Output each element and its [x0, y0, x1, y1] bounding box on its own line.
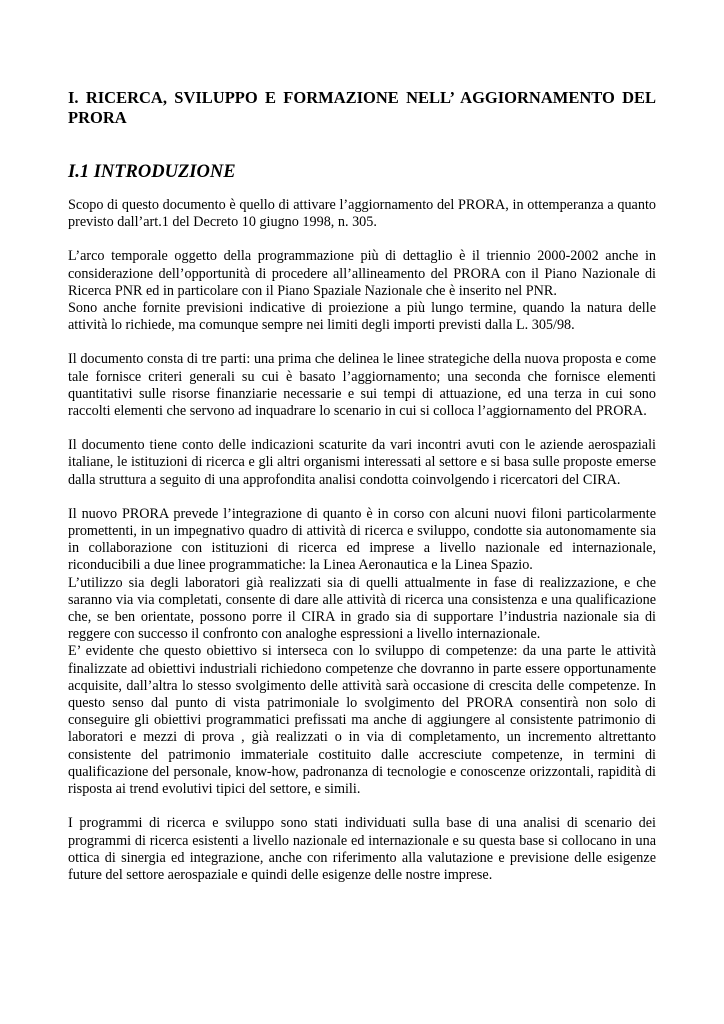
paragraph-laboratori: L’utilizzo sia degli laboratori già realizzati sia di quelli attualmente in fase di realizzazione, e che saranno via via completati, consente di dare alle attività di ricerca una consistenza e una qualificazione che, se ben orientate, possono porre il CIRA in grado sia di supportare l’industria nazionale sia di reggere con successo il confronto con analoghe espressioni a livello internazionale.: [68, 574, 656, 643]
chapter-title: I. RICERCA, SVILUPPO E FORMAZIONE NELL’ AGGIORNAMENTO DEL PRORA: [68, 88, 656, 127]
paragraph-programmi: I programmi di ricerca e sviluppo sono stati individuati sulla base di una analisi di scenario dei programmi di ricerca esistenti a livello nazionale ed internazionale e su questa base si collocano in una ottica di sinergia ed integrazione, anche con riferimento alla valutazione e previsione delle esigenze future del settore aerospaziale e quindi delle esigenze delle nostre imprese.: [68, 815, 656, 883]
section-title: I.1 INTRODUZIONE: [68, 162, 236, 182]
paragraph-nuovo-prora: Il nuovo PRORA prevede l’integrazione di quanto è in corso con alcuni nuovi filoni particolarmente promettenti, in un impegnativo quadro di attività di ricerca e sviluppo, condotte sia autonomamente sia in collaborazione con istituzioni di ricerca ed imprese a livello nazionale ed internazionale, riconducibili a due linee programmatiche: la Linea Aeronautica e la Linea Spazio.: [68, 505, 656, 574]
paragraph-indicazioni: Il documento tiene conto delle indicazioni scaturite da vari incontri avuti con le aziende aerospaziali italiane, le istituzioni di ricerca e gli altri organismi interessati al settore e si basa sulle proposte emerse dalla struttura a seguito di una approfondita analisi condotta coinvolgendo i ricercatori del CIRA.: [68, 437, 656, 488]
paragraph-arco-temporale: L’arco temporale oggetto della programmazione più di dettaglio è il triennio 2000-2002 anche in considerazione dell’opportunità di procedere all’allineamento del PRORA con il Piano Nazionale di Ricerca PNR ed in particolare con il Piano Spaziale Nazionale che è inserito nel PNR.: [68, 248, 656, 299]
document-page: [68, 88, 656, 901]
paragraph-competenze: E’ evidente che questo obiettivo si interseca con lo sviluppo di competenze: da una parte le attività finalizzate ad obiettivi industriali richiedono competenze che dovranno in parte essere opportunamente acquisite, dall’altra lo stesso svolgimento delle attività sarà occasione di crescita delle competenze. In questo senso dal punto di vista patrimoniale lo svolgimento del PRORA consentirà non solo di conseguire gli obiettivi programmatici prefissati ma anche di aggiungere al consistente patrimonio di laboratori e mezzi di prova , già realizzati o in via di completamento, un incremento altrettanto consistente del patrimonio immateriale costituito dalle accresciute competenze, in termini di qualificazione del personale, know-how, padronanza di tecnologie e conoscenze orizzontali, rapidità di risposta ai trend evolutivi tipici del settore, e simili.: [68, 643, 656, 798]
paragraph-tre-parti: Il documento consta di tre parti: una prima che delinea le linee strategiche della nuova proposta e come tale fornisce criteri generali su cui è basato l’aggiornamento; una seconda che fornisce elementi quantitativi sulle risorse finanziarie necessarie e sui tempi di attuazione, ed una terza in cui sono raccolti elementi che servono ad inquadrare lo scenario in cui si colloca l’aggiornamento del PRORA.: [68, 351, 656, 420]
paragraph-previsioni: Sono anche fornite previsioni indicative di proiezione a più lungo termine, quando la natura delle attività lo richiede, ma comunque sempre nei limiti degli importi previsti dalla L. 305/98.: [68, 300, 656, 334]
paragraph-scopo: Scopo di questo documento è quello di attivare l’aggiornamento del PRORA, in ottemperanza a quanto previsto dall’art.1 del Decreto 10 giugno 1998, n. 305.: [68, 197, 656, 231]
